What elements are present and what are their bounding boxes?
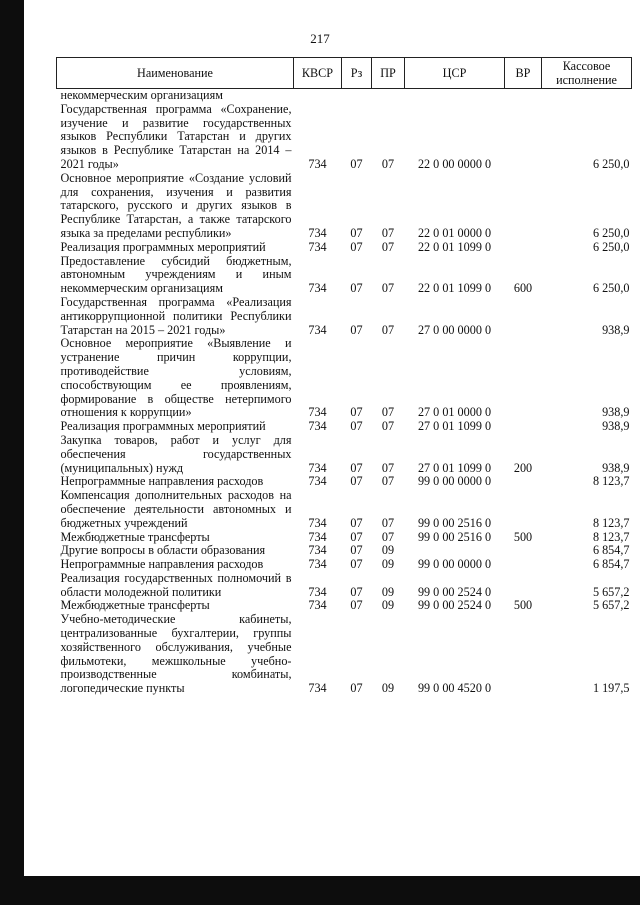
row-csr: 99 0 00 0000 0 bbox=[417, 474, 492, 489]
row-vr bbox=[505, 558, 542, 572]
table-row bbox=[57, 296, 632, 337]
row-amount: 6 250,0 bbox=[592, 156, 630, 171]
row-rz: 07 bbox=[350, 543, 363, 558]
row-pr bbox=[372, 89, 405, 103]
row-amount: 8 123,7 bbox=[592, 529, 630, 544]
row-csr: 27 0 00 0000 0 bbox=[417, 322, 492, 337]
row-rz: 07 bbox=[350, 515, 363, 530]
row-rz: 07 bbox=[350, 557, 363, 572]
table-row bbox=[57, 613, 632, 696]
row-rz: 07 bbox=[350, 474, 363, 489]
row-pr: 07 bbox=[381, 239, 395, 254]
row-kvsr: 734 bbox=[308, 460, 327, 475]
row-pr: 07 bbox=[381, 156, 395, 171]
row-rz: 07 bbox=[350, 405, 363, 420]
row-csr: 99 0 00 2516 0 bbox=[417, 529, 492, 544]
row-amount: 938,9 bbox=[602, 419, 630, 434]
header-rz: Рз bbox=[342, 58, 372, 89]
row-pr: 07 bbox=[381, 405, 395, 420]
header-amount: Кассовое исполнение bbox=[542, 58, 632, 89]
table-row bbox=[57, 241, 632, 255]
row-name: Межбюджетные трансферты bbox=[60, 529, 210, 544]
row-vr bbox=[505, 420, 542, 434]
row-csr: 27 0 01 1099 0 bbox=[417, 419, 492, 434]
row-rz: 07 bbox=[350, 460, 363, 475]
row-vr: 500 bbox=[513, 529, 533, 544]
row-csr: 27 0 01 0000 0 bbox=[417, 405, 492, 420]
table-row bbox=[57, 172, 632, 241]
row-rz: 07 bbox=[350, 281, 363, 296]
table-row bbox=[57, 103, 632, 172]
row-kvsr: 734 bbox=[308, 515, 327, 530]
row-kvsr: 734 bbox=[308, 322, 327, 337]
row-kvsr: 734 bbox=[308, 681, 327, 696]
row-kvsr bbox=[294, 89, 342, 103]
row-rz: 07 bbox=[350, 322, 363, 337]
row-csr: 99 0 00 2524 0 bbox=[417, 598, 492, 613]
row-pr: 09 bbox=[381, 557, 395, 572]
row-rz: 07 bbox=[350, 584, 363, 599]
row-csr: 27 0 01 1099 0 bbox=[417, 460, 492, 475]
row-name: Другие вопросы в области образования bbox=[60, 543, 266, 558]
row-name: Основное мероприятие «Создание условий для сохранения, изучения и развития татарского, русского и других языков в Республике Татарстан, а также татарского языка за пределами республики» bbox=[60, 170, 292, 240]
row-amount: 8 123,7 bbox=[592, 474, 630, 489]
row-kvsr: 734 bbox=[308, 598, 327, 613]
table-row bbox=[57, 420, 632, 434]
header-csr: ЦСР bbox=[405, 58, 505, 89]
row-amount: 6 854,7 bbox=[592, 557, 630, 572]
row-pr: 09 bbox=[381, 543, 395, 558]
row-rz bbox=[342, 89, 372, 103]
row-rz: 07 bbox=[350, 419, 363, 434]
table-row bbox=[57, 558, 632, 572]
table-row bbox=[57, 531, 632, 545]
header-name: Наименование bbox=[57, 58, 294, 89]
table-body bbox=[57, 89, 632, 697]
row-rz: 07 bbox=[350, 225, 363, 240]
row-vr bbox=[505, 572, 542, 600]
row-vr: 600 bbox=[513, 281, 533, 296]
row-kvsr: 734 bbox=[308, 239, 327, 254]
row-amount bbox=[542, 89, 632, 103]
row-csr bbox=[405, 544, 505, 558]
table-row bbox=[57, 599, 632, 613]
row-name: Учебно-методические кабинеты, централизованные бухгалтерии, группы хозяйственного обслуживания, учебные фильмотеки, межшкольные учебно-производственные комбинаты, логопедические пункты bbox=[60, 612, 292, 696]
row-name: Реализация государственных полномочий в области молодежной политики bbox=[60, 570, 292, 599]
table-row bbox=[57, 489, 632, 530]
row-amount: 938,9 bbox=[602, 322, 630, 337]
row-rz: 07 bbox=[350, 529, 363, 544]
row-name: Непрограммные направления расходов bbox=[60, 557, 264, 572]
row-kvsr: 734 bbox=[308, 543, 327, 558]
row-amount: 6 250,0 bbox=[592, 239, 630, 254]
row-rz: 07 bbox=[350, 239, 363, 254]
row-csr: 99 0 00 2524 0 bbox=[417, 584, 492, 599]
row-pr: 07 bbox=[381, 529, 395, 544]
scan-border-left bbox=[0, 0, 24, 905]
row-amount: 6 854,7 bbox=[592, 543, 630, 558]
row-rz: 07 bbox=[350, 598, 363, 613]
table-row bbox=[57, 475, 632, 489]
row-name: Основное мероприятие «Выявление и устранение причин коррупции, противодействие условиям, способствующим ее проявлениям, формирование в обществе нетерпимого отношения к коррупции» bbox=[60, 336, 292, 420]
row-amount: 5 657,2 bbox=[592, 598, 630, 613]
row-vr: 200 bbox=[513, 460, 533, 475]
row-vr bbox=[505, 475, 542, 489]
row-csr: 99 0 00 0000 0 bbox=[417, 557, 492, 572]
row-amount: 8 123,7 bbox=[592, 515, 630, 530]
row-vr bbox=[505, 172, 542, 241]
row-kvsr: 734 bbox=[308, 557, 327, 572]
table-row bbox=[57, 544, 632, 558]
table-row bbox=[57, 337, 632, 420]
table-row bbox=[57, 255, 632, 296]
row-kvsr: 734 bbox=[308, 281, 327, 296]
row-name: некоммерческим организациям bbox=[60, 88, 223, 102]
row-pr: 07 bbox=[381, 474, 395, 489]
row-vr bbox=[505, 296, 542, 337]
row-vr bbox=[505, 89, 542, 103]
row-vr bbox=[505, 337, 542, 420]
header-pr: ПР bbox=[372, 58, 405, 89]
row-name: Закупка товаров, работ и услуг для обеспечения государственных (муниципальных) нужд bbox=[60, 432, 292, 475]
row-csr: 22 0 01 0000 0 bbox=[417, 225, 492, 240]
row-csr bbox=[405, 89, 505, 103]
row-pr: 09 bbox=[381, 681, 395, 696]
row-name: Непрограммные направления расходов bbox=[60, 474, 264, 489]
row-vr bbox=[505, 241, 542, 255]
row-csr: 22 0 00 0000 0 bbox=[417, 156, 492, 171]
row-kvsr: 734 bbox=[308, 584, 327, 599]
row-pr: 07 bbox=[381, 515, 395, 530]
row-vr bbox=[505, 103, 542, 172]
row-pr: 07 bbox=[381, 460, 395, 475]
row-kvsr: 734 bbox=[308, 405, 327, 420]
scan-border-bottom bbox=[0, 876, 640, 905]
row-pr: 09 bbox=[381, 598, 395, 613]
row-name: Реализация программных мероприятий bbox=[60, 419, 266, 434]
row-pr: 07 bbox=[381, 419, 395, 434]
row-amount: 938,9 bbox=[602, 460, 630, 475]
row-name: Государственная программа «Сохранение, изучение и развитие государственных языков Республики Татарстан и других языков в Республике Татарстан на 2014 – 2021 годы» bbox=[60, 101, 292, 171]
row-kvsr: 734 bbox=[308, 529, 327, 544]
table-row bbox=[57, 572, 632, 600]
row-pr: 07 bbox=[381, 322, 395, 337]
row-name: Компенсация дополнительных расходов на обеспечение деятельности автономных и бюджетных учреждений bbox=[60, 488, 292, 530]
row-kvsr: 734 bbox=[308, 225, 327, 240]
header-kvsr: КВСР bbox=[294, 58, 342, 89]
table-row bbox=[57, 89, 632, 103]
row-amount: 1 197,5 bbox=[592, 681, 630, 696]
row-rz: 07 bbox=[350, 156, 363, 171]
row-pr: 07 bbox=[381, 281, 395, 296]
row-kvsr: 734 bbox=[308, 474, 327, 489]
row-csr: 22 0 01 1099 0 bbox=[417, 281, 492, 296]
row-csr: 99 0 00 2516 0 bbox=[417, 515, 492, 530]
row-vr bbox=[505, 544, 542, 558]
row-pr: 09 bbox=[381, 584, 395, 599]
row-vr bbox=[505, 613, 542, 696]
row-rz: 07 bbox=[350, 681, 363, 696]
row-vr: 500 bbox=[513, 598, 533, 613]
row-name: Государственная программа «Реализация антикоррупционной политики Республики Татарстан на 2015 – 2021 годы» bbox=[60, 294, 292, 337]
page-number: 217 bbox=[310, 31, 330, 46]
row-amount: 938,9 bbox=[602, 405, 630, 420]
row-kvsr: 734 bbox=[308, 419, 327, 434]
row-kvsr: 734 bbox=[308, 156, 327, 171]
budget-table bbox=[56, 57, 632, 696]
row-pr: 07 bbox=[381, 225, 395, 240]
row-vr bbox=[505, 489, 542, 530]
row-csr: 22 0 01 1099 0 bbox=[417, 239, 492, 254]
table-row bbox=[57, 434, 632, 475]
row-amount: 6 250,0 bbox=[592, 281, 630, 296]
row-name: Предоставление субсидий бюджетным, автономным учреждениям и иным некоммерческим организациям bbox=[60, 253, 292, 296]
row-name: Межбюджетные трансферты bbox=[60, 598, 210, 613]
row-name: Реализация программных мероприятий bbox=[60, 239, 266, 254]
row-amount: 5 657,2 bbox=[592, 584, 630, 599]
row-amount: 6 250,0 bbox=[592, 225, 630, 240]
row-csr: 99 0 00 4520 0 bbox=[417, 681, 492, 696]
header-vr: ВР bbox=[505, 58, 542, 89]
table-header-row bbox=[57, 58, 632, 89]
